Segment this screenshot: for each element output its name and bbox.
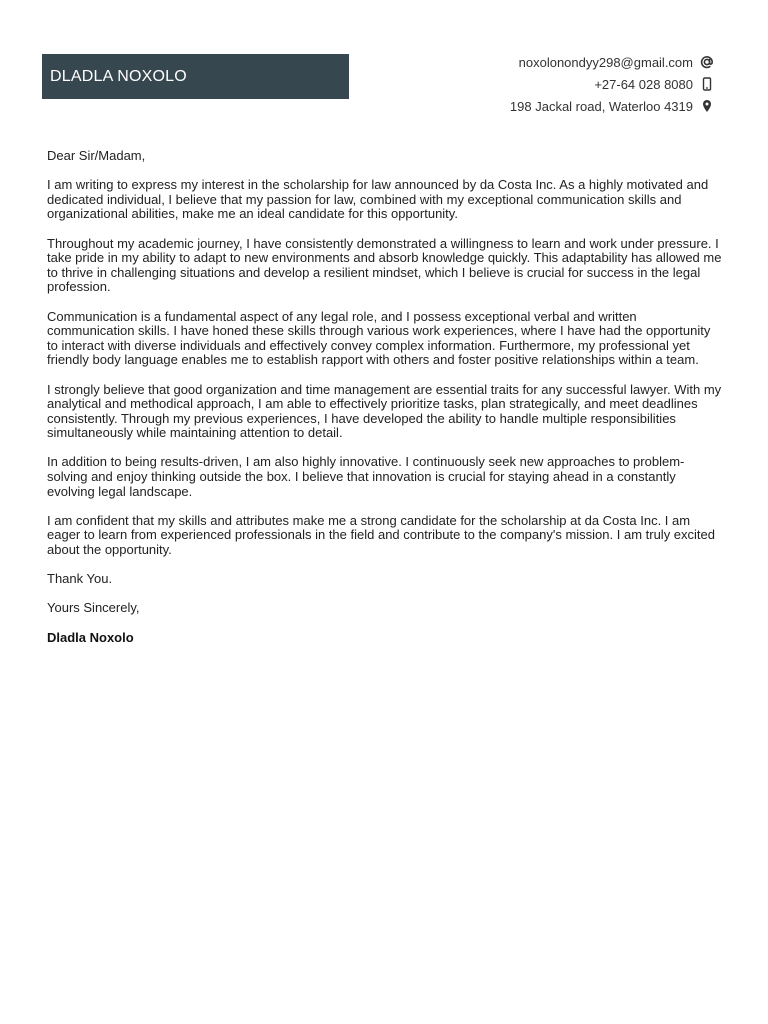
contact-phone-row (510, 73, 714, 95)
contact-address-row (510, 95, 714, 117)
paragraph-organization: I strongly believe that good organization and time management are essential traits for any successful lawyer. With my analytical and methodical approach, I am able to effectively prioritize tasks, plan strategically, and meet deadlines consistently. Through my previous experiences, I have developed the ability to handle multiple responsibilities simultaneously while maintaining attention to detail. (47, 381, 722, 441)
contact-email-row (510, 51, 714, 73)
paragraph-confidence: I am confident that my skills and attributes make me a strong candidate for the scholarship at da Costa Inc. I am eager to learn from experienced professionals in the field and contribute to the company's mission. I am truly excited about the opportunity. (47, 512, 715, 558)
phone-icon (700, 77, 714, 91)
paragraph-academic: Throughout my academic journey, I have consistently demonstrated a willingness to learn and work under pressure. I take pride in my ability to adapt to new environments and absorb knowledge quickly. This adaptability has allowed me to thrive in challenging situations and develop a resilient mindset, which I believe is crucial for success in the legal profession. (47, 235, 722, 295)
name-banner (42, 54, 349, 99)
paragraph-communication: Communication is a fundamental aspect of any legal role, and I possess exceptional verbal and written communication skills. I have honed these skills through various work experiences, where I have had the opportunity to interact with diverse individuals and effectively convey complex information. Furthermore, my professional yet friendly body language enables me to establish rapport with others and foster positive relationships within a team. (47, 308, 711, 368)
salutation: Dear Sir/Madam, (47, 148, 146, 163)
contact-address: 198 Jackal road, Waterloo 4319 (509, 98, 693, 114)
paragraph-interest: I am writing to express my interest in the scholarship for law announced by da Costa Inc. As a highly motivated and dedicated individual, I believe that my passion for law, combined with my exceptional communication skills and organizational abilities, make me an ideal candidate for this opportunity. (47, 177, 709, 222)
signature: Dladla Noxolo (47, 629, 134, 645)
paragraph-innovation: In addition to being results-driven, I am also highly innovative. I continuously seek new approaches to problem-solving and enjoy thinking outside the box. I believe that innovation is crucial for staying ahead in a constantly evolving legal landscape. (47, 454, 685, 499)
location-pin-icon (700, 99, 714, 113)
contact-email[interactable]: noxolonondyy298@gmail.com (518, 54, 693, 70)
closing-line: Yours Sincerely, (47, 600, 140, 616)
letter-body (47, 149, 722, 660)
thanks-line: Thank You. (47, 571, 113, 587)
contact-phone[interactable]: +27-64 028 8080 (594, 76, 693, 92)
contact-block (510, 51, 714, 117)
applicant-name: DLADLA NOXOLO (50, 67, 187, 85)
at-icon (700, 55, 714, 69)
